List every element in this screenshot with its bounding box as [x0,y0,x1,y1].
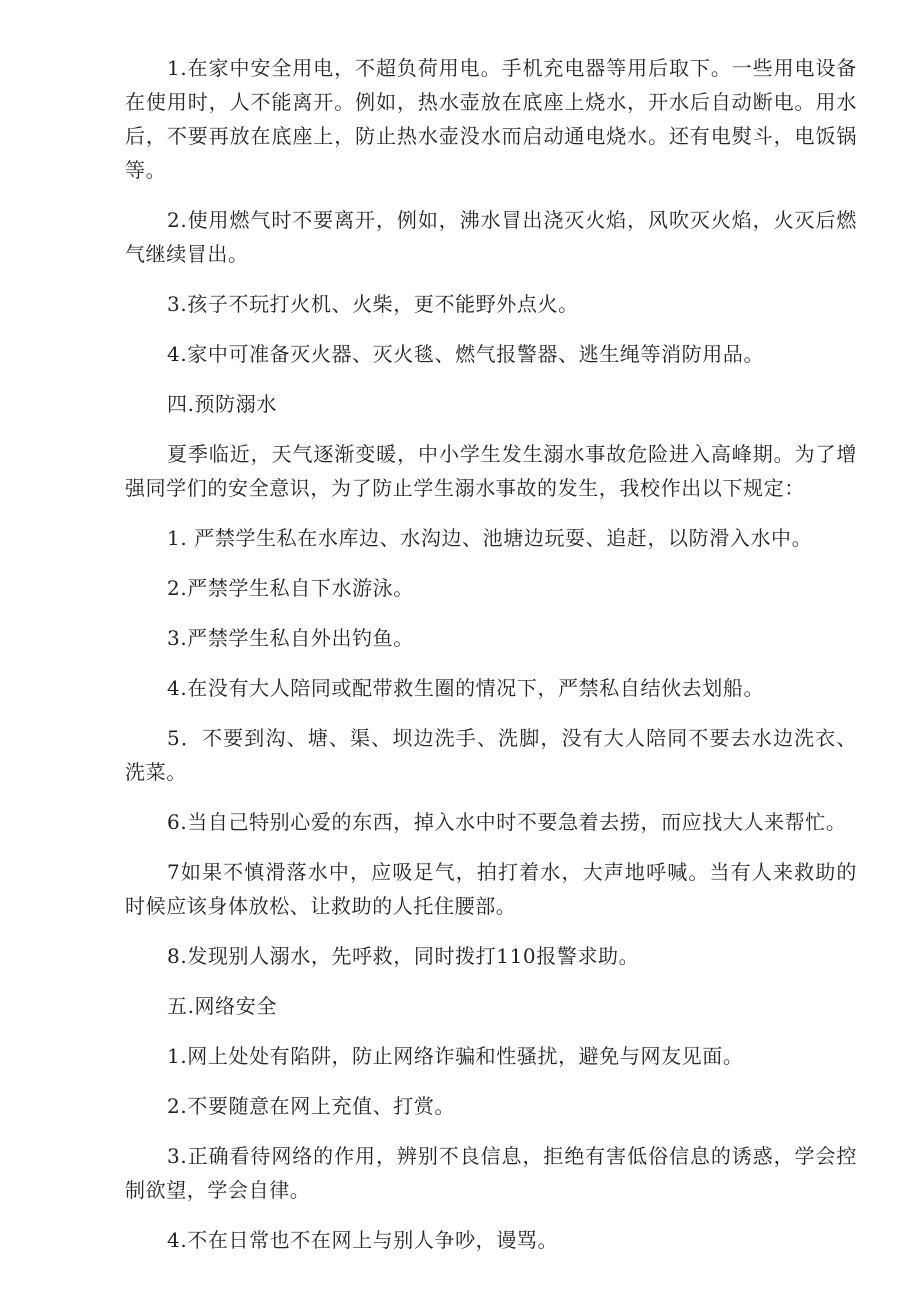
paragraph-drowning-rule-1: 1. 严禁学生私在水库边、水沟边、池塘边玩耍、追赶，以防滑入水中。 [167,526,813,550]
paragraph-internet-rule-1: 1.网上处处有陷阱，防止网络诈骗和性骚扰，避免与网友见面。 [167,1044,744,1068]
paragraph-drowning-rule-2: 2.严禁学生私自下水游泳。 [167,576,414,600]
paragraph-drowning-rule-4: 4.在没有大人陪同或配带救生圈的情况下，严禁私自结伙去划船。 [167,676,765,700]
paragraph-no-fire-play: 3.孩子不玩打火机、火柴，更不能野外点火。 [167,292,579,316]
paragraph-drowning-rule-6: 6.当自己特别心爱的东西，掉入水中时不要急着去捞，而应找大人来帮忙。 [167,810,847,834]
document-body [125,51,857,1273]
paragraph-gas-safety: 2.使用燃气时不要离开，例如，沸水冒出浇灭火焰，风吹灭火焰，火灭后燃气继续冒出。 [125,208,857,266]
paragraph-fire-equipment: 4.家中可准备灭火器、灭火毯、燃气报警器、逃生绳等消防用品。 [167,342,765,366]
paragraph-drowning-rule-8: 8.发现别人溺水，先呼救，同时拨打110报警求助。 [167,944,640,968]
section-heading-drowning: 四.预防溺水 [167,392,277,416]
paragraph-drowning-rule-7: 7如果不慎滑落水中，应吸足气，拍打着水，大声地呼喊。当有人来救助的时候应该身体放松、让救助的人托住腰部。 [125,860,857,918]
paragraph-drowning-intro: 夏季临近，天气逐渐变暖，中小学生发生溺水事故危险进入高峰期。为了增强同学们的安全意识，为了防止学生溺水事故的发生，我校作出以下规定： [125,442,857,500]
paragraph-drowning-rule-3: 3.严禁学生私自外出钓鱼。 [167,626,414,650]
paragraph-electric-safety: 1.在家中安全用电，不超负荷用电。手机充电器等用后取下。一些用电设备在使用时，人不能离开。例如，热水壶放在底座上烧水，开水后自动断电。用水后，不要再放在底座上，防止热水壶没水而启动通电烧水。还有电熨斗，电饭锅等。 [125,56,857,182]
paragraph-drowning-rule-5: 5．不要到沟、塘、渠、坝边洗手、洗脚，没有大人陪同不要去水边洗衣、洗菜。 [125,726,857,784]
section-heading-internet: 五.网络安全 [167,994,277,1018]
paragraph-internet-rule-3: 3.正确看待网络的作用，辨别不良信息，拒绝有害低俗信息的诱惑，学会控制欲望，学会自律。 [125,1144,857,1202]
paragraph-internet-rule-4: 4.不在日常也不在网上与别人争吵，谩骂。 [167,1228,559,1252]
paragraph-internet-rule-2: 2.不要随意在网上充值、打赏。 [167,1094,456,1118]
